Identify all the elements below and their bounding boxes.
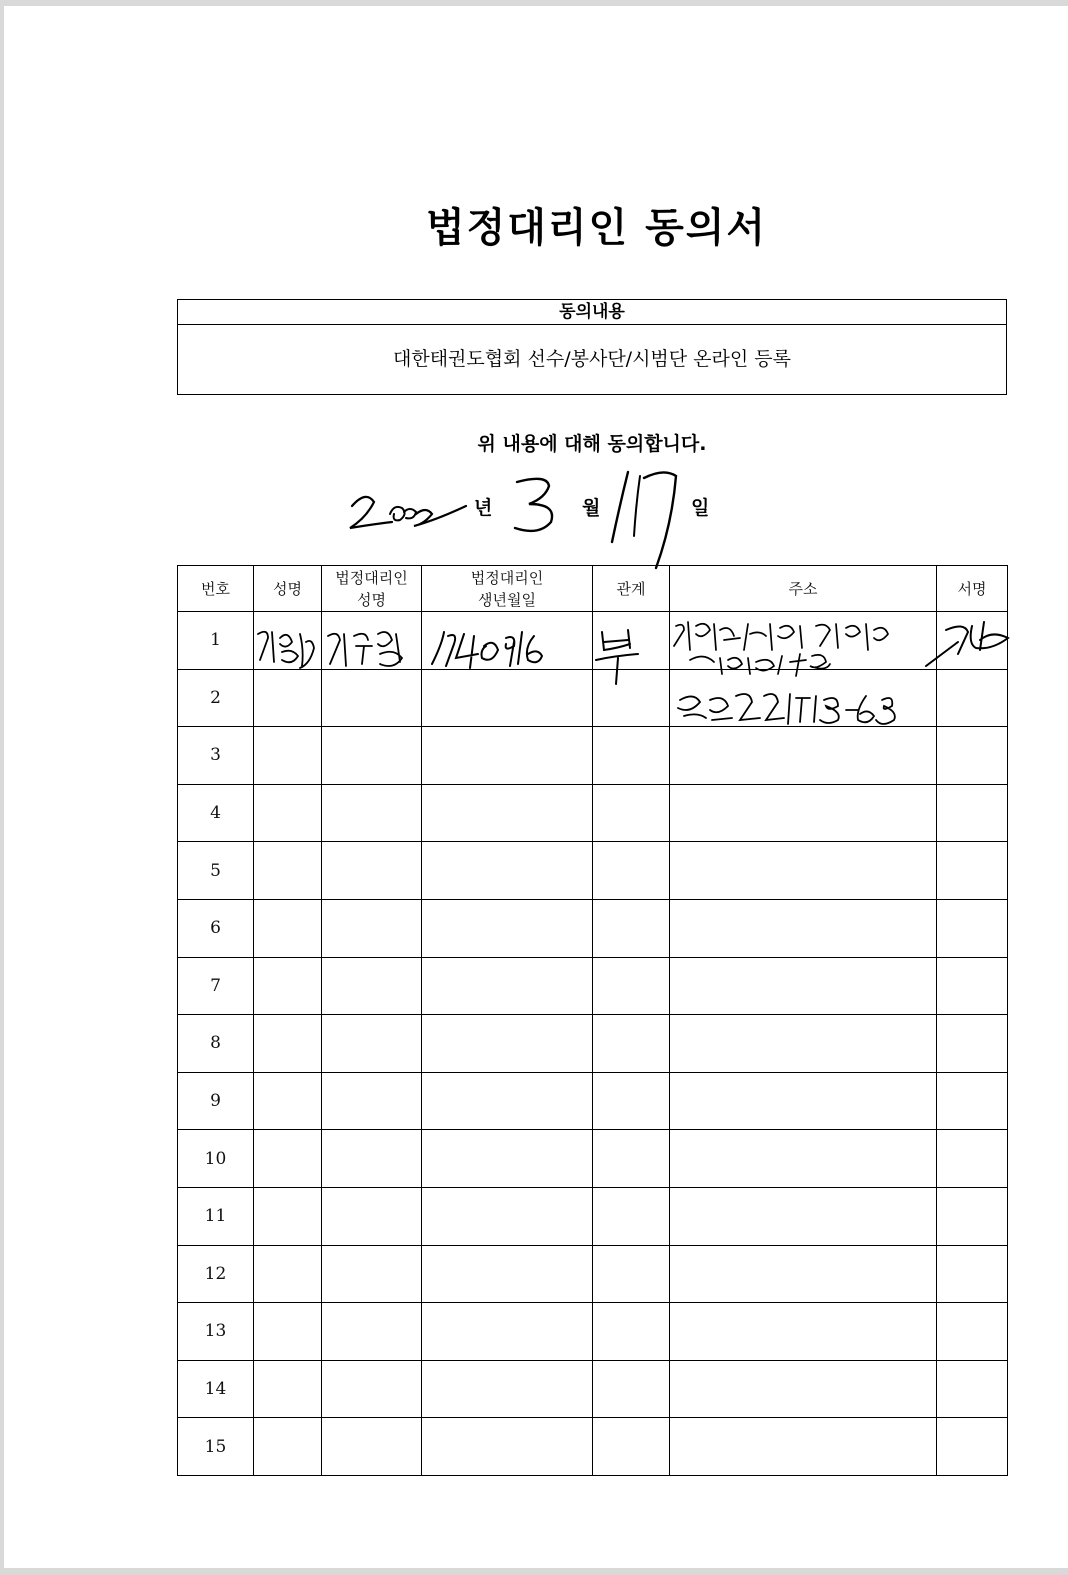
cell-name xyxy=(254,899,322,957)
cell-guardian-name xyxy=(322,842,422,900)
cell-guardian-name xyxy=(322,957,422,1015)
cell-guardian-birth xyxy=(422,1360,593,1418)
cell-name xyxy=(254,784,322,842)
cell-no: 4 xyxy=(178,784,254,842)
col-header-guardian-birth-line1: 법정대리인 xyxy=(470,568,544,587)
cell-guardian-name xyxy=(322,1303,422,1361)
cell-address xyxy=(670,1245,937,1303)
cell-name xyxy=(254,1303,322,1361)
cell-name xyxy=(254,727,322,785)
cell-guardian-birth xyxy=(422,1015,593,1073)
cell-guardian-name xyxy=(322,1015,422,1073)
cell-signature xyxy=(937,669,1008,727)
cell-guardian-birth xyxy=(422,899,593,957)
cell-relation xyxy=(593,727,670,785)
table-row xyxy=(178,1015,1008,1073)
col-header-no: 번호 xyxy=(178,566,254,612)
table-row xyxy=(178,1303,1008,1361)
handwritten-month xyxy=(509,472,569,542)
handwritten-row1-address xyxy=(670,616,920,732)
cell-name xyxy=(254,842,322,900)
consent-body: 대한태권도협회 선수/봉사단/시범단 온라인 등록 xyxy=(392,348,791,370)
cell-no: 3 xyxy=(178,727,254,785)
cell-address xyxy=(670,1418,937,1476)
handwritten-row1-name xyxy=(252,620,318,674)
table-header-row xyxy=(178,566,1008,612)
handwritten-row1-relation xyxy=(594,622,644,692)
consent-header: 동의내용 xyxy=(178,300,1006,325)
cell-name xyxy=(254,1360,322,1418)
date-day-unit: 일 xyxy=(691,497,710,519)
cell-name xyxy=(254,1130,322,1188)
cell-signature xyxy=(937,899,1008,957)
cell-signature xyxy=(937,842,1008,900)
handwritten-row1-guardian-birth xyxy=(424,624,554,674)
handwritten-row1-signature xyxy=(922,614,1012,670)
table-row xyxy=(178,899,1008,957)
cell-relation xyxy=(593,1245,670,1303)
cell-no: 14 xyxy=(178,1360,254,1418)
cell-relation xyxy=(593,1072,670,1130)
table-row xyxy=(178,1130,1008,1188)
cell-relation xyxy=(593,957,670,1015)
cell-no: 15 xyxy=(178,1418,254,1476)
cell-no: 5 xyxy=(178,842,254,900)
cell-relation xyxy=(593,1130,670,1188)
cell-signature xyxy=(937,957,1008,1015)
cell-guardian-name xyxy=(322,1418,422,1476)
cell-signature xyxy=(937,1130,1008,1188)
cell-guardian-birth xyxy=(422,1418,593,1476)
cell-signature xyxy=(937,1015,1008,1073)
col-header-guardian-birth-line2: 생년월일 xyxy=(478,590,536,609)
cell-signature xyxy=(937,727,1008,785)
document-page xyxy=(4,6,1068,1568)
table-row xyxy=(178,1187,1008,1245)
cell-relation xyxy=(593,1015,670,1073)
table-row xyxy=(178,1418,1008,1476)
table-row xyxy=(178,727,1008,785)
cell-name xyxy=(254,669,322,727)
cell-address xyxy=(670,842,937,900)
cell-address xyxy=(670,784,937,842)
cell-guardian-birth xyxy=(422,1303,593,1361)
cell-name xyxy=(254,1072,322,1130)
cell-address xyxy=(670,1130,937,1188)
table-row xyxy=(178,957,1008,1015)
cell-relation xyxy=(593,1187,670,1245)
col-header-address: 주소 xyxy=(670,566,937,612)
col-header-guardian-name-line1: 법정대리인 xyxy=(335,568,408,587)
cell-guardian-name xyxy=(322,1245,422,1303)
cell-no: 2 xyxy=(178,669,254,727)
cell-address xyxy=(670,899,937,957)
cell-no: 11 xyxy=(178,1187,254,1245)
cell-name xyxy=(254,1187,322,1245)
cell-guardian-birth xyxy=(422,669,593,727)
cell-guardian-birth xyxy=(422,784,593,842)
table-row xyxy=(178,1072,1008,1130)
cell-address xyxy=(670,1072,937,1130)
table-body xyxy=(178,612,1008,1476)
table-row xyxy=(178,1245,1008,1303)
table-row xyxy=(178,1360,1008,1418)
cell-address xyxy=(670,727,937,785)
cell-relation xyxy=(593,1418,670,1476)
cell-signature xyxy=(937,1245,1008,1303)
agree-statement: 위 내용에 대해 동의합니다. xyxy=(477,433,707,455)
cell-relation xyxy=(593,1303,670,1361)
cell-guardian-name xyxy=(322,1072,422,1130)
cell-no: 8 xyxy=(178,1015,254,1073)
handwritten-year xyxy=(344,484,474,534)
cell-name xyxy=(254,957,322,1015)
cell-no: 7 xyxy=(178,957,254,1015)
handwritten-row1-guardian-name xyxy=(322,620,418,674)
cell-name xyxy=(254,1015,322,1073)
col-header-name: 성명 xyxy=(254,566,322,612)
cell-name xyxy=(254,1418,322,1476)
cell-guardian-name xyxy=(322,1360,422,1418)
cell-guardian-name xyxy=(322,727,422,785)
cell-guardian-birth xyxy=(422,842,593,900)
table-row xyxy=(178,842,1008,900)
cell-signature xyxy=(937,784,1008,842)
cell-no: 1 xyxy=(178,612,254,670)
cell-guardian-name xyxy=(322,899,422,957)
cell-name xyxy=(254,1245,322,1303)
cell-no: 6 xyxy=(178,899,254,957)
cell-no: 9 xyxy=(178,1072,254,1130)
cell-guardian-birth xyxy=(422,727,593,785)
cell-signature xyxy=(937,1360,1008,1418)
col-header-guardian-birth xyxy=(422,566,593,612)
col-header-relation: 관계 xyxy=(593,566,670,612)
table-row xyxy=(178,784,1008,842)
cell-no: 12 xyxy=(178,1245,254,1303)
cell-signature xyxy=(937,1187,1008,1245)
cell-signature xyxy=(937,1303,1008,1361)
cell-address xyxy=(670,1187,937,1245)
col-header-guardian-name-line2: 성명 xyxy=(357,590,386,609)
cell-signature xyxy=(937,1418,1008,1476)
cell-address xyxy=(670,1360,937,1418)
cell-guardian-birth xyxy=(422,1130,593,1188)
cell-no: 13 xyxy=(178,1303,254,1361)
cell-relation xyxy=(593,899,670,957)
cell-guardian-name xyxy=(322,784,422,842)
cell-guardian-name xyxy=(322,669,422,727)
date-month-unit: 월 xyxy=(582,497,601,519)
cell-guardian-birth xyxy=(422,957,593,1015)
date-year-unit: 년 xyxy=(474,497,493,519)
cell-guardian-name xyxy=(322,1187,422,1245)
cell-guardian-birth xyxy=(422,1072,593,1130)
col-header-guardian-name xyxy=(322,566,422,612)
cell-no: 10 xyxy=(178,1130,254,1188)
cell-relation xyxy=(593,784,670,842)
cell-relation xyxy=(593,842,670,900)
cell-address xyxy=(670,1015,937,1073)
col-header-signature: 서명 xyxy=(937,566,1008,612)
cell-address xyxy=(670,1303,937,1361)
cell-relation xyxy=(593,1360,670,1418)
cell-guardian-birth xyxy=(422,1187,593,1245)
handwritten-day xyxy=(604,464,694,574)
cell-signature xyxy=(937,1072,1008,1130)
cell-guardian-birth xyxy=(422,1245,593,1303)
cell-address xyxy=(670,957,937,1015)
cell-guardian-name xyxy=(322,1130,422,1188)
consent-box xyxy=(177,299,1007,395)
document-title: 법정대리인 동의서 xyxy=(425,205,768,251)
